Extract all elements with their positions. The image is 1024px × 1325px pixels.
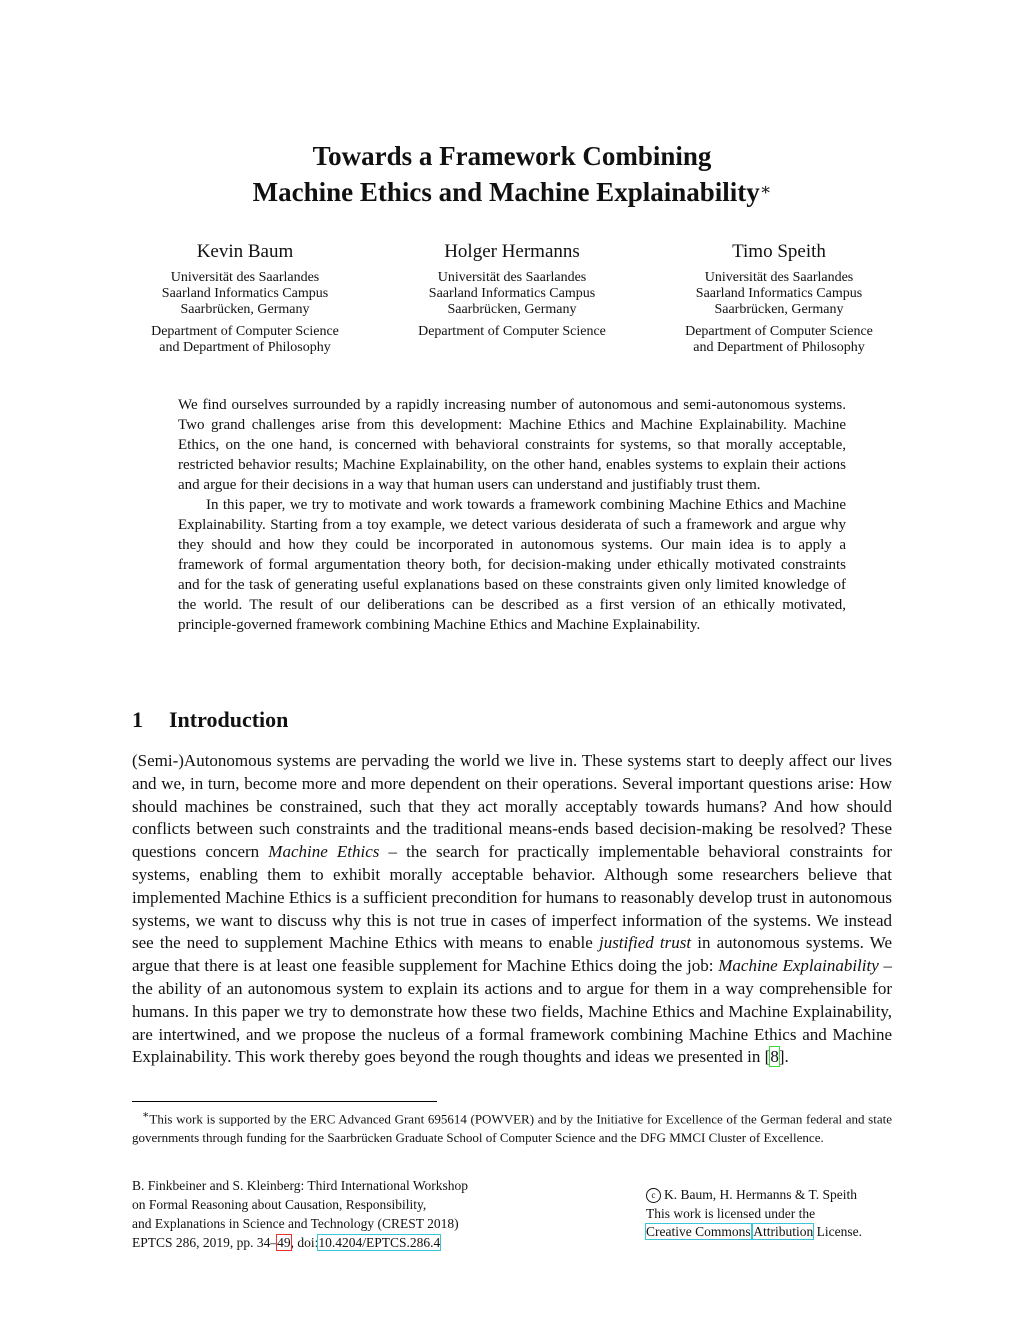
author-baum	[130, 240, 360, 356]
author-affiliation-line: Saarbrücken, Germany	[714, 302, 844, 317]
citation-link[interactable]: 8	[770, 1047, 779, 1067]
creative-commons-link[interactable]: Creative Commons	[646, 1224, 751, 1239]
introduction-paragraph: (Semi-)Autonomous systems are pervading the world we live in. These systems start to deeply affect our lives and we, in turn, become more and more dependent on their operations. Several important questions arise: How should machines be constrained, such that they act morally acceptably towards humans? And how should conflicts between such constraints and the traditional means-ends based decision-making be resolved? These questions concern Machine Ethics – the search for practically implementable behavioral constraints for systems, enabling them to exhibit morally acceptable behavior. Although some researchers believe that implemented Machine Ethics is a sufficient precondition for humans to reasonably develop trust in autonomous systems, we want to discuss why this is not true in cases of imperfect information of the systems. We instead see the need to supplement Machine Ethics with means to enable justified trust in autonomous systems. We argue that there is at least one feasible supplement for Machine Ethics doing the job: Machine Explainability – the ability of an autonomous system to explain its actions and to argue for them in a way comprehensible for humans. In this paper we try to demonstrate how these two fields, Machine Ethics and Machine Explainability, are intertwined, and we propose the nucleus of a formal framework combining Machine Ethics and Machine Explainability. This work thereby goes beyond the rough thoughts and ideas we presented in [8].	[132, 751, 893, 1067]
venue-info	[132, 1176, 552, 1252]
title-line-1: Towards a Framework Combining	[312, 141, 712, 171]
section-title: Introduction	[169, 707, 289, 732]
abstract	[178, 395, 846, 635]
author-hermanns	[397, 240, 627, 356]
abstract-paragraph-2: In this paper, we try to motivate and work towards a framework combining Machine Ethics and Machine Explainability. Starting from a toy example, we detect various desiderata of such a framework and argue why they should and how they could be incorporated in autonomous systems. Our main idea is to apply a framework of formal argumentation theory both, for decision-making under ethically motivated constraints and for the task of generating useful explanations based on these constraints given only limited knowledge of the world. The result of our deliberations can be described as a first version of an ethically motivated, principle-governed framework combining Machine Ethics and Machine Explainability.	[178, 497, 846, 633]
author-affiliation-line: Saarbrücken, Germany	[180, 302, 310, 317]
author-department-line: and Department of Philosophy	[693, 340, 865, 355]
author-department-line: Department of Computer Science	[418, 324, 606, 339]
copyright-icon: c	[646, 1188, 661, 1203]
author-affiliation-line: Saarland Informatics Campus	[161, 286, 329, 301]
venue-line: B. Finkbeiner and S. Kleinberg: Third International Workshop	[132, 1178, 468, 1193]
author-affiliation-line: Saarland Informatics Campus	[428, 286, 596, 301]
copyright-line: c K. Baum, H. Hermanns & T. Speith	[646, 1186, 906, 1205]
last-page-link[interactable]: 49	[277, 1235, 291, 1250]
footnote-text: This work is supported by the ERC Advanced Grant 695614 (POWVER) and by the Initiative for Excellence of the German federal and state governments through funding for the Saarbrücken Graduate School of Computer Science and the DFG MMCI Cluster of Excellence.	[132, 1111, 892, 1145]
section-heading-introduction	[132, 705, 288, 735]
title-footnote-mark: ∗	[759, 180, 772, 199]
author-affiliation-line: Universität des Saarlandes	[170, 270, 320, 285]
author-affiliation-line: Universität des Saarlandes	[704, 270, 854, 285]
author-affiliation-line: Saarbrücken, Germany	[447, 302, 577, 317]
author-affiliation-line: Saarland Informatics Campus	[695, 286, 863, 301]
footnote-rule	[132, 1101, 437, 1102]
emphasis-machine-explainability: Machine Explainability	[718, 956, 879, 976]
author-name: Kevin Baum	[196, 241, 294, 262]
footnote	[132, 1106, 892, 1147]
license-line: This work is licensed under the	[646, 1205, 816, 1221]
emphasis-justified-trust: justified trust	[598, 933, 692, 953]
author-name: Timo Speith	[732, 241, 826, 262]
license-block	[646, 1186, 906, 1242]
attribution-link[interactable]: Attribution	[753, 1224, 814, 1239]
author-department-line: Department of Computer Science	[685, 324, 873, 339]
doi-link[interactable]: 10.4204/EPTCS.286.4	[318, 1235, 441, 1250]
section-number: 1	[132, 707, 143, 732]
footnote-mark: ∗	[142, 1109, 150, 1121]
paper-title	[0, 138, 1024, 210]
license-link-line: Creative Commons Attribution License.	[646, 1224, 862, 1239]
author-department-line: Department of Computer Science	[151, 324, 339, 339]
author-affiliation-line: Universität des Saarlandes	[437, 270, 587, 285]
title-line-2: Machine Ethics and Machine Explainability∗	[252, 177, 772, 207]
introduction-body	[132, 750, 892, 1069]
abstract-paragraph-1: We find ourselves surrounded by a rapidly increasing number of autonomous and semi-autonomous systems. Two grand challenges arise from this development: Machine Ethics and Machine Explainability. Machine Ethics, on the one hand, is concerned with behavioral constraints for systems, so that morally acceptable, restricted behavior results; Machine Explainability, on the other hand, enables systems to explain their actions and argue for their decisions in a way that human users can understand and justifiably trust them.	[178, 397, 846, 493]
author-department-line: and Department of Philosophy	[159, 340, 331, 355]
venue-line: and Explanations in Science and Technology (CREST 2018)	[132, 1216, 459, 1231]
author-name: Holger Hermanns	[444, 241, 580, 262]
emphasis-machine-ethics: Machine Ethics	[268, 842, 380, 862]
venue-line: on Formal Reasoning about Causation, Responsibility,	[132, 1197, 427, 1212]
author-block	[130, 240, 894, 356]
author-speith	[664, 240, 894, 356]
venue-line-pages: EPTCS 286, 2019, pp. 34–49, doi:10.4204/EPTCS.286.4	[132, 1235, 441, 1250]
